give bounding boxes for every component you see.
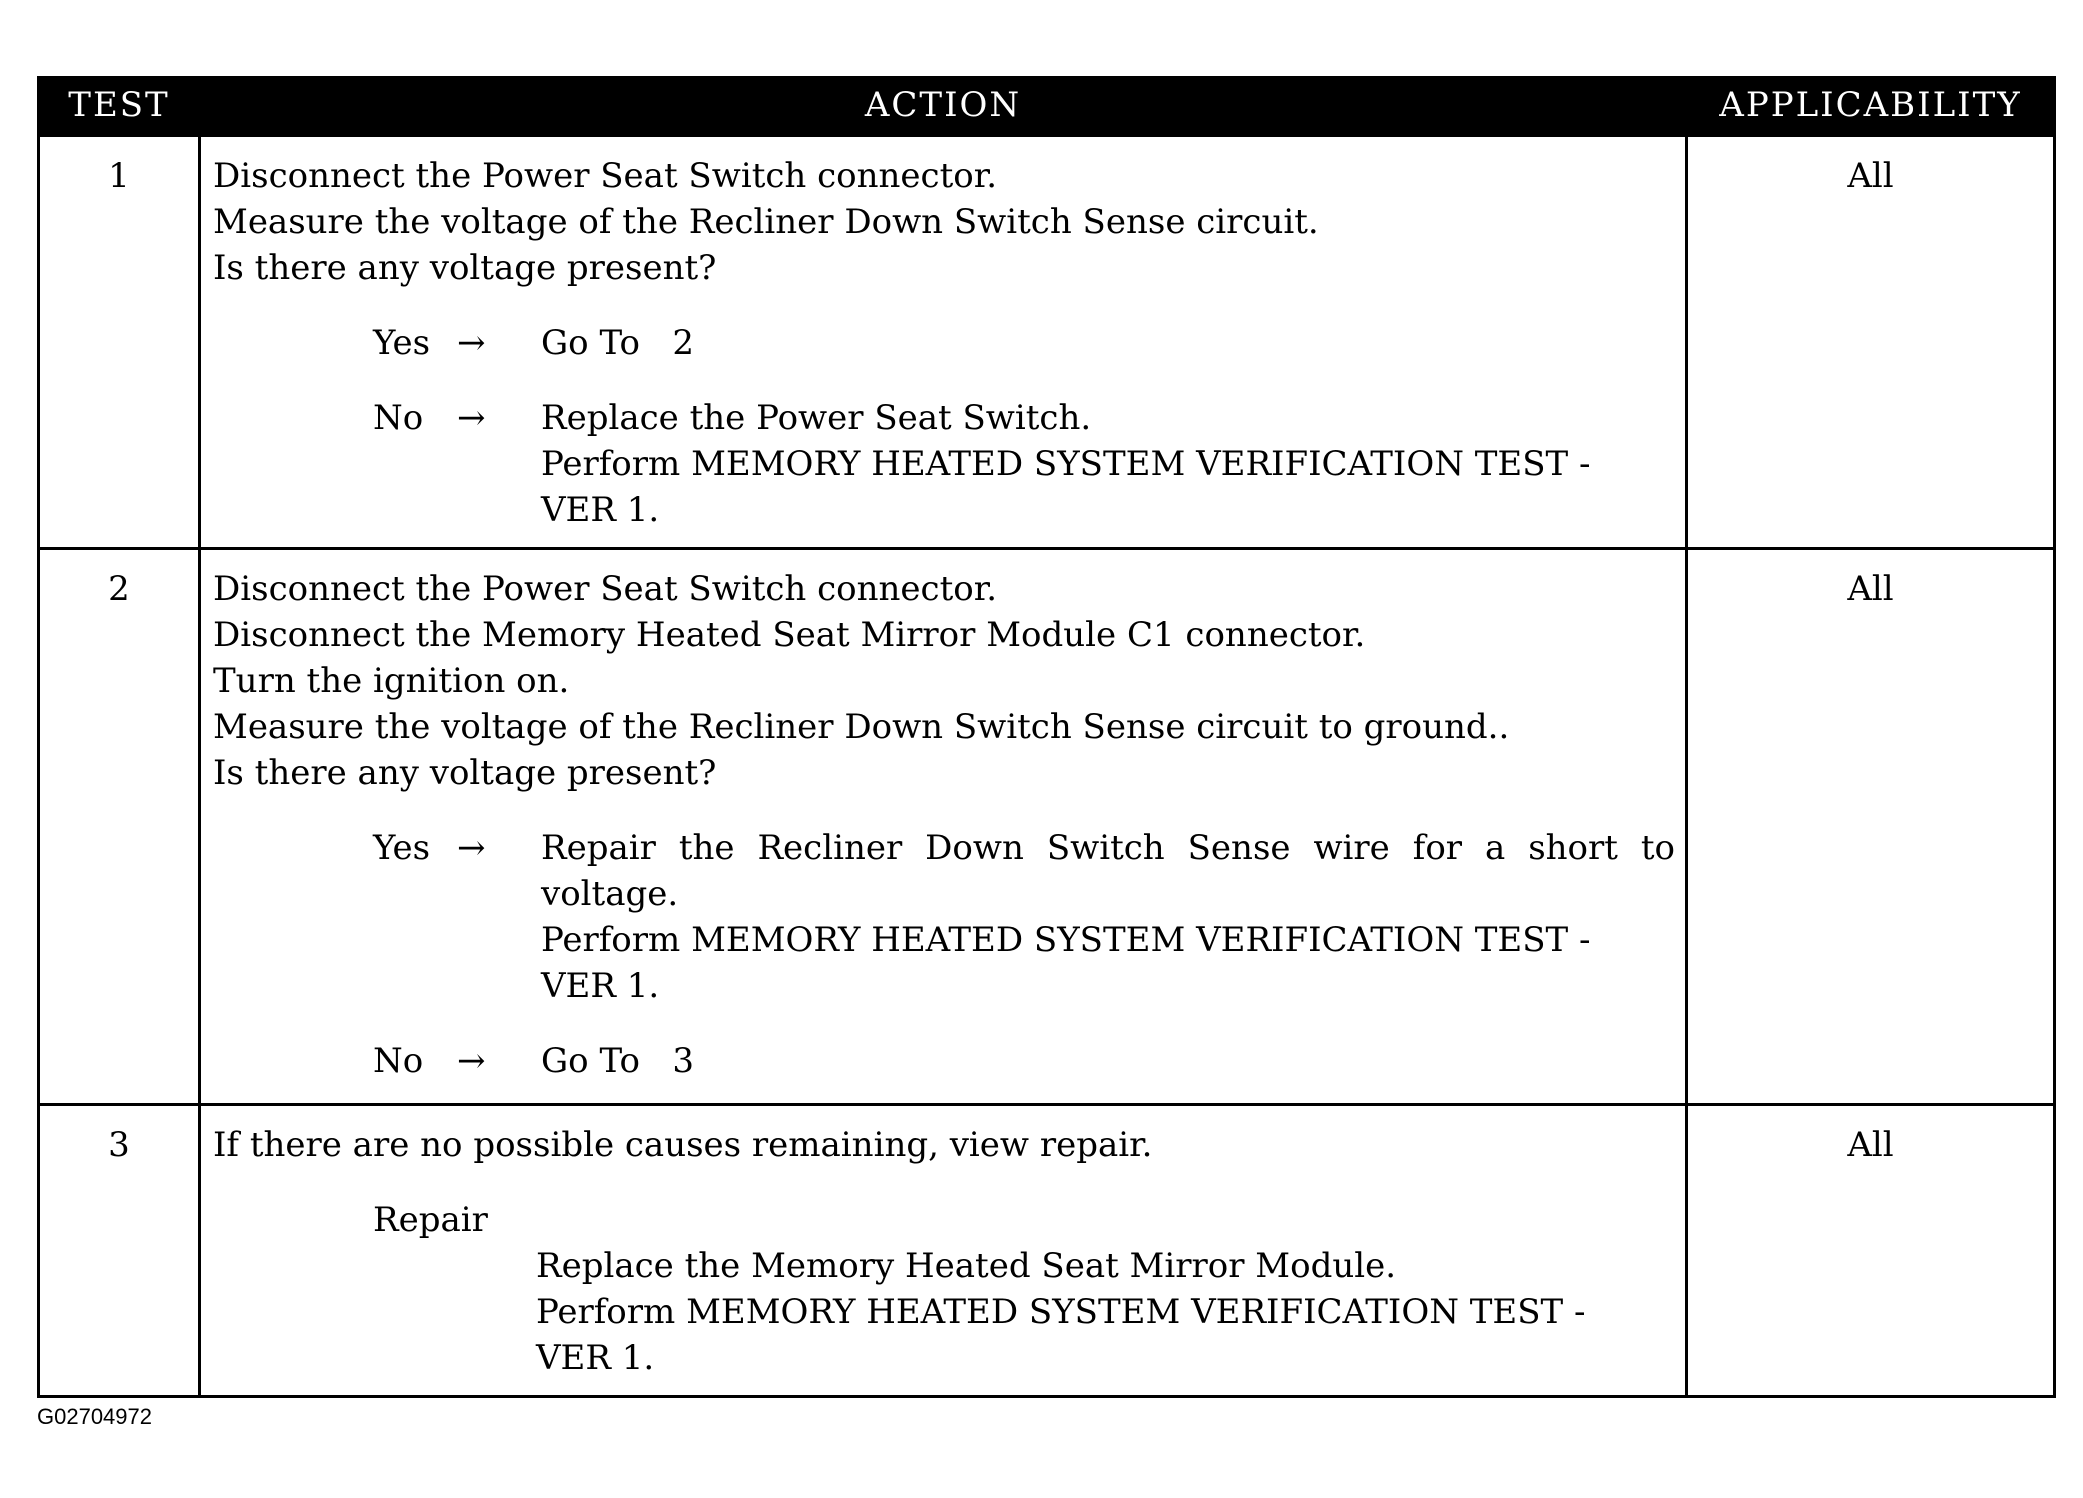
yes-result-line: voltage.	[541, 874, 679, 914]
table-header-row	[39, 76, 2055, 136]
action-step: Measure the voltage of the Recliner Down Switch Sense circuit.	[213, 202, 1319, 242]
repair-line: Replace the Memory Heated Seat Mirror Module.	[536, 1246, 1397, 1286]
action-step: If there are no possible causes remaining, view repair.	[213, 1125, 1153, 1165]
no-label: No	[373, 398, 424, 438]
no-branch	[213, 1038, 1675, 1084]
action-step: Disconnect the Memory Heated Seat Mirror Module C1 connector.	[213, 615, 1366, 655]
applicability-value: All	[1687, 549, 2055, 1105]
action-step: Turn the ignition on.	[213, 661, 570, 701]
repair-label: Repair	[373, 1200, 488, 1240]
action-step: Is there any voltage present?	[213, 248, 717, 288]
action-step: Disconnect the Power Seat Switch connector.	[213, 569, 998, 609]
no-result-line: Replace the Power Seat Switch.	[541, 398, 1092, 438]
test-number: 3	[39, 1105, 200, 1397]
header-applicability: APPLICABILITY	[1687, 76, 2055, 136]
repair-instructions	[213, 1243, 1675, 1381]
no-result-line: VER 1.	[541, 490, 660, 530]
yes-branch	[213, 320, 1675, 366]
yes-result-line: Perform MEMORY HEATED SYSTEM VERIFICATION TEST -	[541, 920, 1591, 960]
yes-result-line: VER 1.	[541, 966, 660, 1006]
arrow-right-icon: →	[457, 828, 486, 868]
yes-branch	[213, 825, 1675, 1009]
arrow-right-icon: →	[457, 398, 486, 438]
no-label: No	[373, 1041, 424, 1081]
action-cell	[200, 1105, 1687, 1397]
applicability-value: All	[1687, 136, 2055, 549]
figure-id: G02704972	[37, 1404, 152, 1429]
applicability-value: All	[1687, 1105, 2055, 1397]
repair-line: Perform MEMORY HEATED SYSTEM VERIFICATION TEST -	[536, 1292, 1586, 1332]
no-result-line: Go To 3	[541, 1041, 694, 1081]
no-result	[541, 1038, 1675, 1084]
arrow-right-icon: →	[457, 1041, 486, 1081]
yes-result	[541, 320, 1675, 366]
no-result-line: Perform MEMORY HEATED SYSTEM VERIFICATION TEST -	[541, 444, 1591, 484]
yes-label: Yes	[373, 828, 431, 868]
test-row-3	[39, 1105, 2055, 1397]
no-result	[541, 395, 1675, 533]
header-action: ACTION	[200, 76, 1687, 136]
repair-line: VER 1.	[536, 1338, 655, 1378]
yes-result-line: Repair the Recliner Down Switch Sense wire for a short to	[541, 828, 1675, 868]
yes-label: Yes	[373, 323, 431, 363]
action-step: Is there any voltage present?	[213, 753, 717, 793]
yes-result-line: Go To 2	[541, 323, 694, 363]
test-row-1	[39, 136, 2055, 549]
action-cell	[200, 136, 1687, 549]
action-step: Disconnect the Power Seat Switch connector.	[213, 156, 998, 196]
test-number: 1	[39, 136, 200, 549]
diagnostic-test-table	[37, 76, 2056, 1398]
test-row-2	[39, 549, 2055, 1105]
action-step: Measure the voltage of the Recliner Down Switch Sense circuit to ground..	[213, 707, 1510, 747]
arrow-right-icon: →	[457, 323, 486, 363]
no-branch	[213, 395, 1675, 533]
test-number: 2	[39, 549, 200, 1105]
action-cell	[200, 549, 1687, 1105]
header-test: TEST	[39, 76, 200, 136]
yes-result	[541, 825, 1675, 1009]
